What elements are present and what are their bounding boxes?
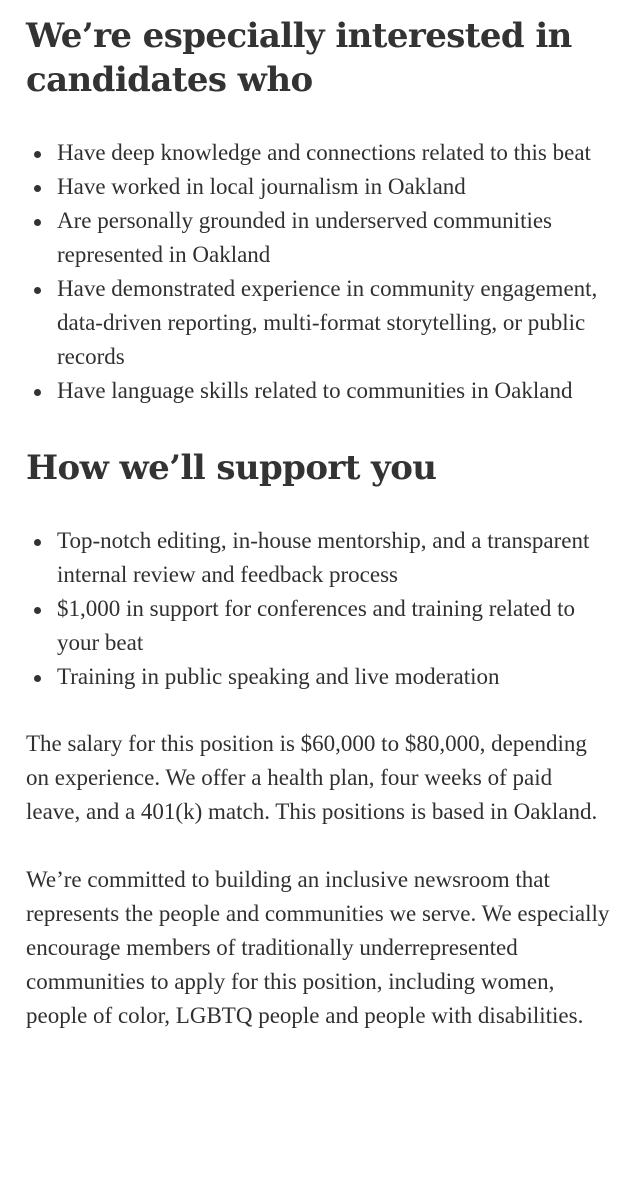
candidates-list-item: Have deep knowledge and connections related to this beat [26,136,611,170]
candidates-list-item: Have worked in local journalism in Oakland [26,170,611,204]
candidates-list-item: Are personally grounded in underserved communities represented in Oakland [26,204,611,272]
support-heading: How we’ll support you [26,448,437,488]
support-list-item: Top-notch editing, in-house mentorship, and a transparent internal review and feedback process [26,524,611,592]
support-list-item: $1,000 in support for conferences and training related to your beat [26,592,611,660]
support-list-item: Training in public speaking and live moderation [26,660,611,694]
salary-paragraph: The salary for this position is $60,000 to $80,000, depending on experience. We offer a health plan, four weeks of paid leave, and a 401(k) match. This positions is based in Oakland. [26,731,598,824]
candidates-list-item: Have demonstrated experience in community engagement, data-driven reporting, multi-format storytelling, or public records [26,272,611,374]
candidates-list [26,136,611,408]
candidates-list-item: Have language skills related to communities in Oakland [26,374,611,408]
inclusion-paragraph: We’re committed to building an inclusive newsroom that represents the people and communities we serve. We especially encourage members of traditionally underrepresented communities to apply for this position, including women, people of color, LGBTQ people and people with disabilities. [26,867,610,1028]
support-list [26,524,611,694]
candidates-heading: We’re especially interested in candidates who [26,16,572,100]
